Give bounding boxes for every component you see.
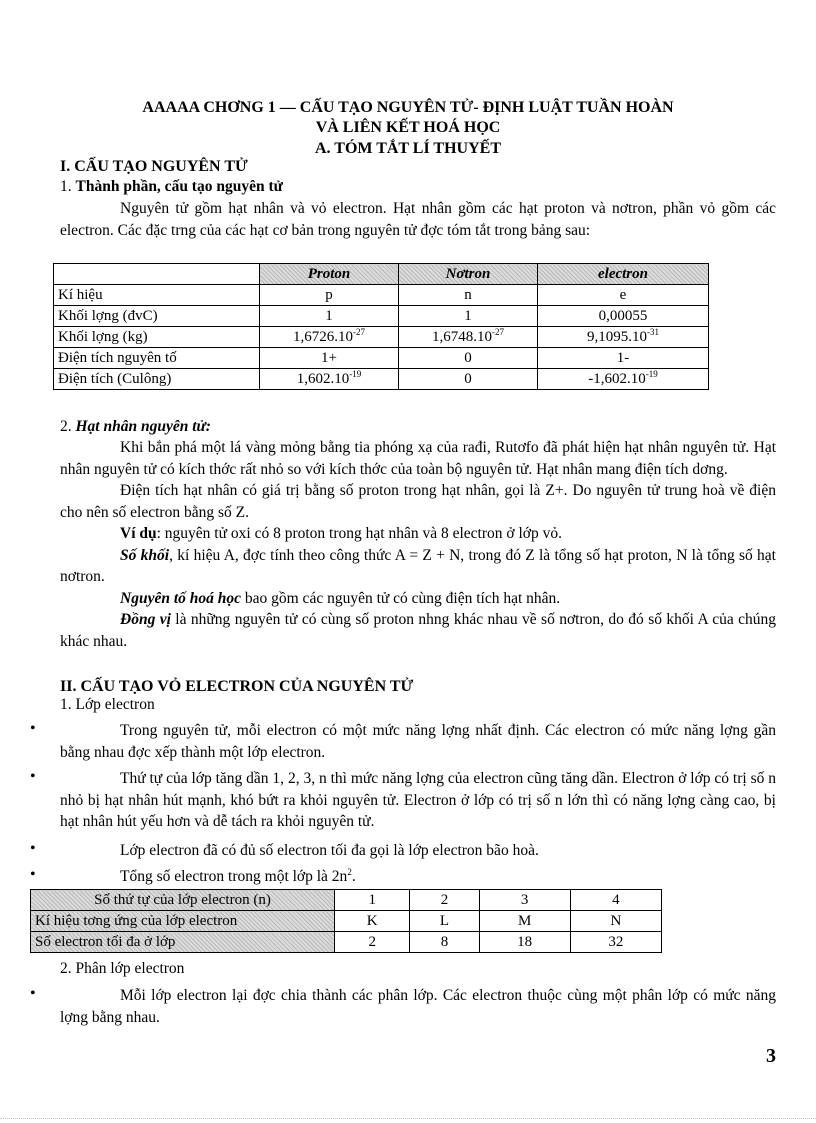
- subheading-composition: 1. Thành phần, cấu tạo nguyên tử: [60, 178, 283, 195]
- bullet-text: Tổng số electron trong một lớp là $2n^2$.: [120, 866, 356, 885]
- table-row: Kí hiệu p n e: [54, 285, 709, 306]
- table-row: Điện tích (Culông) $1,602.10^{-19}$ 0 $-1,602.10^{-19}$: [54, 369, 709, 390]
- bullet-icon: •: [30, 866, 36, 883]
- table-header-row: [54, 264, 709, 285]
- subheading-shell: 1. Lớp electron: [60, 696, 155, 713]
- table-row: Số electron tối đa ở lớp 2 8 18 32: [31, 932, 662, 953]
- table-header-cell: Proton: [260, 264, 399, 285]
- bullet-text: Mỗi lớp electron lại đợc chia thành các phân lớp. Các electron thuộc cùng một phân lớp có mức năng lợng bằng nhau.: [60, 987, 776, 1026]
- paragraph-nucleus: Khi bắn phá một lá vàng mỏng bằng tia phóng xạ của rađi, Rutơfo đã phát hiện hạt nhân nguyên tử. Hạt nhân nguyên tử có kích thớc rất nhỏ so với kích thớc của toàn bộ nguyên tử. Hạt nhân mang điện tích dơng. Điện tích hạt nhân có giá trị bằng số proton trong hạt nhân, gọi là Z+. Do nguyên tử trung hoà về điện cho nên số electron bằng số Z. Ví dụ: nguyên tử oxi có 8 proton trong hạt nhân và 8 electron ở lớp vỏ. Số khối, kí hiệu A, đợc tính theo công thức A = Z + N, trong đó Z là tổng số hạt proton, N là tổng số hạt nơtron. Nguyên tố hoá học bao gồm các nguyên tử có cùng điện tích hạt nhân. Đồng vị là những nguyên tử có cùng số proton nhng khác nhau về số nơtron, do đó số khối A của chúng khác nhau.: [60, 439, 777, 650]
- summary-heading: A. TÓM TẮT LÍ THUYẾT: [315, 140, 501, 157]
- table-row: Số thứ tự của lớp electron (n) 1 2 3 4: [31, 890, 662, 911]
- chapter-subtitle: VÀ LIÊN KẾT HOÁ HỌC: [315, 119, 501, 136]
- section-heading-2: II. CẤU TẠO VỎ ELECTRON CỦA NGUYÊN TỬ: [60, 678, 414, 695]
- table-row: Khối lợng (kg) $1,6726.10^{-27}$ $1,6748.10^{-27}$ $9,1095.10^{-31}$: [54, 327, 709, 348]
- section-heading-1: I. CẤU TẠO NGUYÊN TỬ: [60, 158, 248, 175]
- subheading-subshell: 2. Phân lớp electron: [60, 960, 185, 977]
- paragraph-composition: Nguyên tử gồm hạt nhân và vỏ electron. Hạt nhân gồm các hạt proton và nơtron, phần vỏ gồm các electron. Các đặc trng của các hạt cơ bản trong nguyên tử đợc tóm tắt trong bảng sau:: [60, 200, 776, 239]
- table-row: Kí hiệu tơng ứng của lớp electron K L M N: [31, 911, 662, 932]
- bullet-text: Thứ tự của lớp tăng dần 1, 2, 3, n thì mức năng lợng của electron cũng tăng dần. Electron ở lớp có trị số n nhỏ bị hạt nhân hút mạnh, khó bứt ra khỏi nguyên tử. Electron ở lớp có trị số n lớn thì có năng lợng càng cao, bị hạt nhân hút yếu hơn và dễ tách ra khỏi nguyên tử.: [60, 770, 776, 830]
- table-header-cell: Nơtron: [399, 264, 538, 285]
- chapter-title: AAAAA CHƠNG 1 — CẤU TẠO NGUYÊN TỬ- ĐỊNH LUẬT TUẦN HOÀN: [142, 99, 674, 116]
- table-row: Điện tích nguyên tố 1+ 0 1-: [54, 348, 709, 369]
- particle-table: [53, 263, 709, 390]
- page-number: 3: [766, 1045, 776, 1067]
- shell-table: [30, 889, 662, 953]
- bullet-text: Lớp electron đã có đủ số electron tối đa gọi là lớp electron bão hoà.: [120, 842, 539, 859]
- bullet-icon: •: [30, 985, 36, 1002]
- table-row: Khối lợng (đvC) 1 1 0,00055: [54, 306, 709, 327]
- bullet-icon: •: [30, 840, 36, 857]
- subheading-nucleus: 2. Hạt nhân nguyên tử:: [60, 418, 211, 435]
- bullet-icon: •: [30, 768, 36, 785]
- bullet-text: Trong nguyên tử, mỗi electron có một mức năng lợng nhất định. Các electron có mức năng lợng gần bằng nhau đợc xếp thành một lớp electron.: [60, 722, 776, 761]
- table-header-cell: electron: [538, 264, 709, 285]
- bullet-icon: •: [30, 720, 36, 737]
- footer-divider: [0, 1118, 816, 1119]
